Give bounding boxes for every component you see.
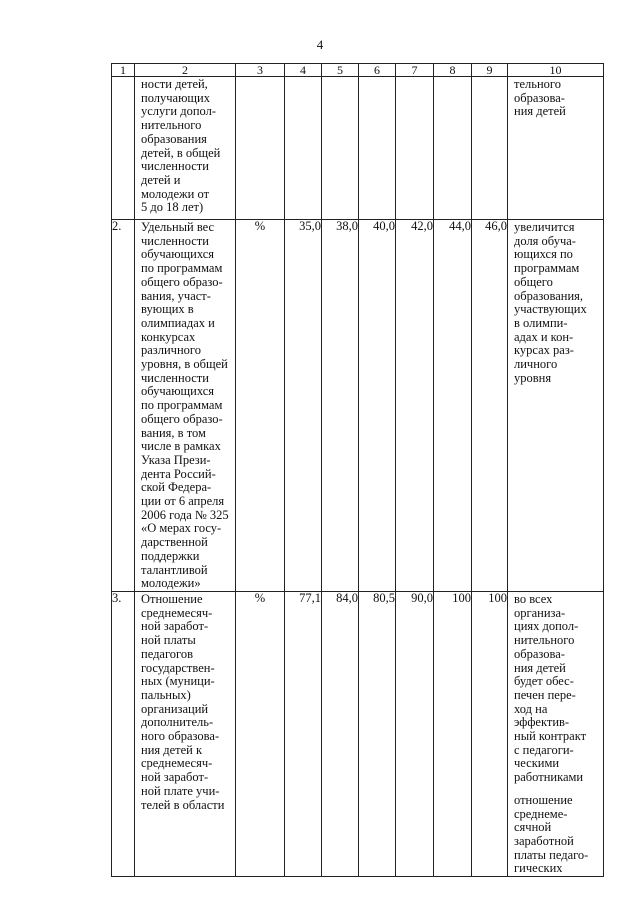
result-line: личного — [514, 357, 558, 372]
indicator-line: численности — [141, 159, 209, 174]
result-line: образова- — [514, 90, 565, 105]
result-line: платы педаго- — [514, 847, 589, 862]
result-cell — [508, 77, 604, 220]
value-cell: 100 — [472, 591, 508, 876]
result-line: эффектив- — [514, 715, 570, 730]
indicator-line: 2006 года № 325 — [141, 507, 229, 522]
unit-cell: % — [236, 220, 285, 592]
result-line: будет обес- — [514, 674, 574, 689]
indicator-line: педагогов — [141, 646, 194, 661]
indicator-line: ной плате учи- — [141, 783, 220, 798]
indicator-line: Удельный вес — [141, 220, 215, 234]
indicator-line: ности детей, — [141, 77, 208, 91]
indicator-line: ного образова- — [141, 729, 220, 744]
unit-cell: % — [236, 591, 285, 876]
result-line: нительного — [514, 633, 575, 648]
indicator-line: нительного — [141, 118, 202, 133]
result-line: ный контракт — [514, 729, 587, 744]
table-row — [112, 77, 604, 220]
indicator-line: олимпиадах и — [141, 315, 215, 330]
result-line: отношение — [514, 792, 573, 807]
indicator-line: различного — [141, 343, 201, 358]
result-line: адах и кон- — [514, 329, 574, 344]
result-line: уровня — [514, 370, 552, 385]
indicator-line: среднемесяч- — [141, 756, 213, 771]
result-line: образова- — [514, 646, 565, 661]
indicator-line: ской Федера- — [141, 480, 212, 495]
indicator-cell — [135, 77, 236, 220]
indicator-line: обучающихся — [141, 247, 215, 262]
header-row — [112, 64, 604, 77]
result-line: печен пере- — [514, 687, 576, 702]
value-cell: 44,0 — [434, 220, 472, 592]
indicator-line: «О мерах госу- — [141, 521, 222, 536]
result-line: участвующих — [514, 302, 587, 317]
col-header: 2 — [135, 64, 236, 77]
result-line: заработной — [514, 833, 574, 848]
indicator-line: ции от 6 апреля — [141, 494, 225, 509]
result-line: ния детей — [514, 104, 566, 119]
indicator-line: среднемесяч- — [141, 605, 213, 620]
indicator-line: числе в рамках — [141, 439, 221, 454]
value-cell: 46,0 — [472, 220, 508, 592]
value-cell — [359, 77, 396, 220]
col-header: 9 — [472, 64, 508, 77]
indicator-line: образования — [141, 131, 207, 146]
table-row — [112, 591, 604, 876]
value-cell: 84,0 — [322, 591, 359, 876]
result-cell — [508, 591, 604, 876]
indicator-line: конкурсах — [141, 329, 196, 344]
indicator-line: государствен- — [141, 660, 215, 675]
result-line: сячной — [514, 820, 552, 835]
col-header: 10 — [508, 64, 604, 77]
result-line: общего — [514, 274, 553, 289]
unit-cell — [236, 77, 285, 220]
value-cell: 100 — [434, 591, 472, 876]
indicator-line: детей и — [141, 172, 181, 187]
result-line: работниками — [514, 770, 584, 785]
indicator-line: обучающихся — [141, 384, 215, 399]
indicator-line: детей, в общей — [141, 145, 221, 160]
indicator-line: получающих — [141, 90, 211, 105]
indicator-line: ной заработ- — [141, 770, 209, 785]
indicator-line: организаций — [141, 701, 209, 716]
col-header: 7 — [396, 64, 434, 77]
result-line: с педагоги- — [514, 742, 574, 757]
indicator-line: поддержки — [141, 548, 200, 563]
result-line: образования, — [514, 288, 584, 303]
indicator-line: вующих в — [141, 302, 194, 317]
result-line: ния детей — [514, 660, 566, 675]
indicator-line: общего образо- — [141, 274, 223, 289]
value-cell: 77,1 — [285, 591, 322, 876]
col-header: 4 — [285, 64, 322, 77]
indicator-line: 5 до 18 лет) — [141, 200, 204, 215]
indicator-line: дарственной — [141, 535, 208, 550]
indicator-line: Указа Прези- — [141, 452, 211, 467]
indicators-table — [111, 63, 604, 877]
indicator-line: вания, участ- — [141, 288, 211, 303]
value-cell: 35,0 — [285, 220, 322, 592]
indicator-line: ной заработ- — [141, 619, 209, 634]
value-cell: 90,0 — [396, 591, 434, 876]
indicator-cell — [135, 220, 236, 592]
value-cell: 42,0 — [396, 220, 434, 592]
value-cell — [434, 77, 472, 220]
col-header: 1 — [112, 64, 135, 77]
col-header: 5 — [322, 64, 359, 77]
result-line: доля обуча- — [514, 233, 576, 248]
result-line: тельного — [514, 77, 561, 91]
indicator-line: телей в области — [141, 797, 225, 812]
indicator-line: дополнитель- — [141, 715, 214, 730]
row-index: 2. — [112, 220, 135, 592]
indicator-line: численности — [141, 370, 209, 385]
result-cell — [508, 220, 604, 592]
value-cell — [472, 77, 508, 220]
result-line: циях допол- — [514, 619, 579, 634]
result-line: ческими — [514, 756, 560, 771]
value-cell — [322, 77, 359, 220]
indicator-line: ных (муници- — [141, 674, 215, 689]
result-line: организа- — [514, 605, 566, 620]
indicator-line: численности — [141, 233, 209, 248]
result-line: курсах раз- — [514, 343, 574, 358]
table-row — [112, 220, 604, 592]
result-line: среднеме- — [514, 806, 568, 821]
indicator-line: услуги допол- — [141, 104, 217, 119]
value-cell — [396, 77, 434, 220]
result-line: в олимпи- — [514, 315, 568, 330]
indicator-line: вания, в том — [141, 425, 206, 440]
col-header: 6 — [359, 64, 396, 77]
row-index: 3. — [112, 591, 135, 876]
page-number: 4 — [316, 37, 324, 52]
value-cell: 40,0 — [359, 220, 396, 592]
result-line: увеличится — [514, 220, 575, 234]
result-line: во всех — [514, 591, 553, 606]
col-header: 8 — [434, 64, 472, 77]
indicator-line: общего образо- — [141, 411, 223, 426]
indicator-cell — [135, 591, 236, 876]
result-line: гических — [514, 861, 563, 876]
indicator-line: ния детей к — [141, 742, 203, 757]
indicator-line: пальных) — [141, 687, 191, 702]
value-cell: 80,5 — [359, 591, 396, 876]
result-line: ход на — [514, 701, 548, 716]
indicator-line: ной платы — [141, 633, 196, 648]
indicator-line: дента Россий- — [141, 466, 216, 481]
indicator-line: талантливой — [141, 562, 208, 577]
col-header: 3 — [236, 64, 285, 77]
indicator-line: по программам — [141, 261, 223, 276]
indicator-line: молодежи» — [141, 576, 201, 591]
row-index — [112, 77, 135, 220]
indicator-line: уровня, в общей — [141, 357, 228, 372]
value-cell — [285, 77, 322, 220]
result-line: ющихся по — [514, 247, 573, 262]
value-cell: 38,0 — [322, 220, 359, 592]
indicator-line: молодежи от — [141, 186, 210, 201]
indicator-line: по программам — [141, 398, 223, 413]
result-line: программам — [514, 261, 580, 276]
indicator-line: Отношение — [141, 591, 203, 606]
